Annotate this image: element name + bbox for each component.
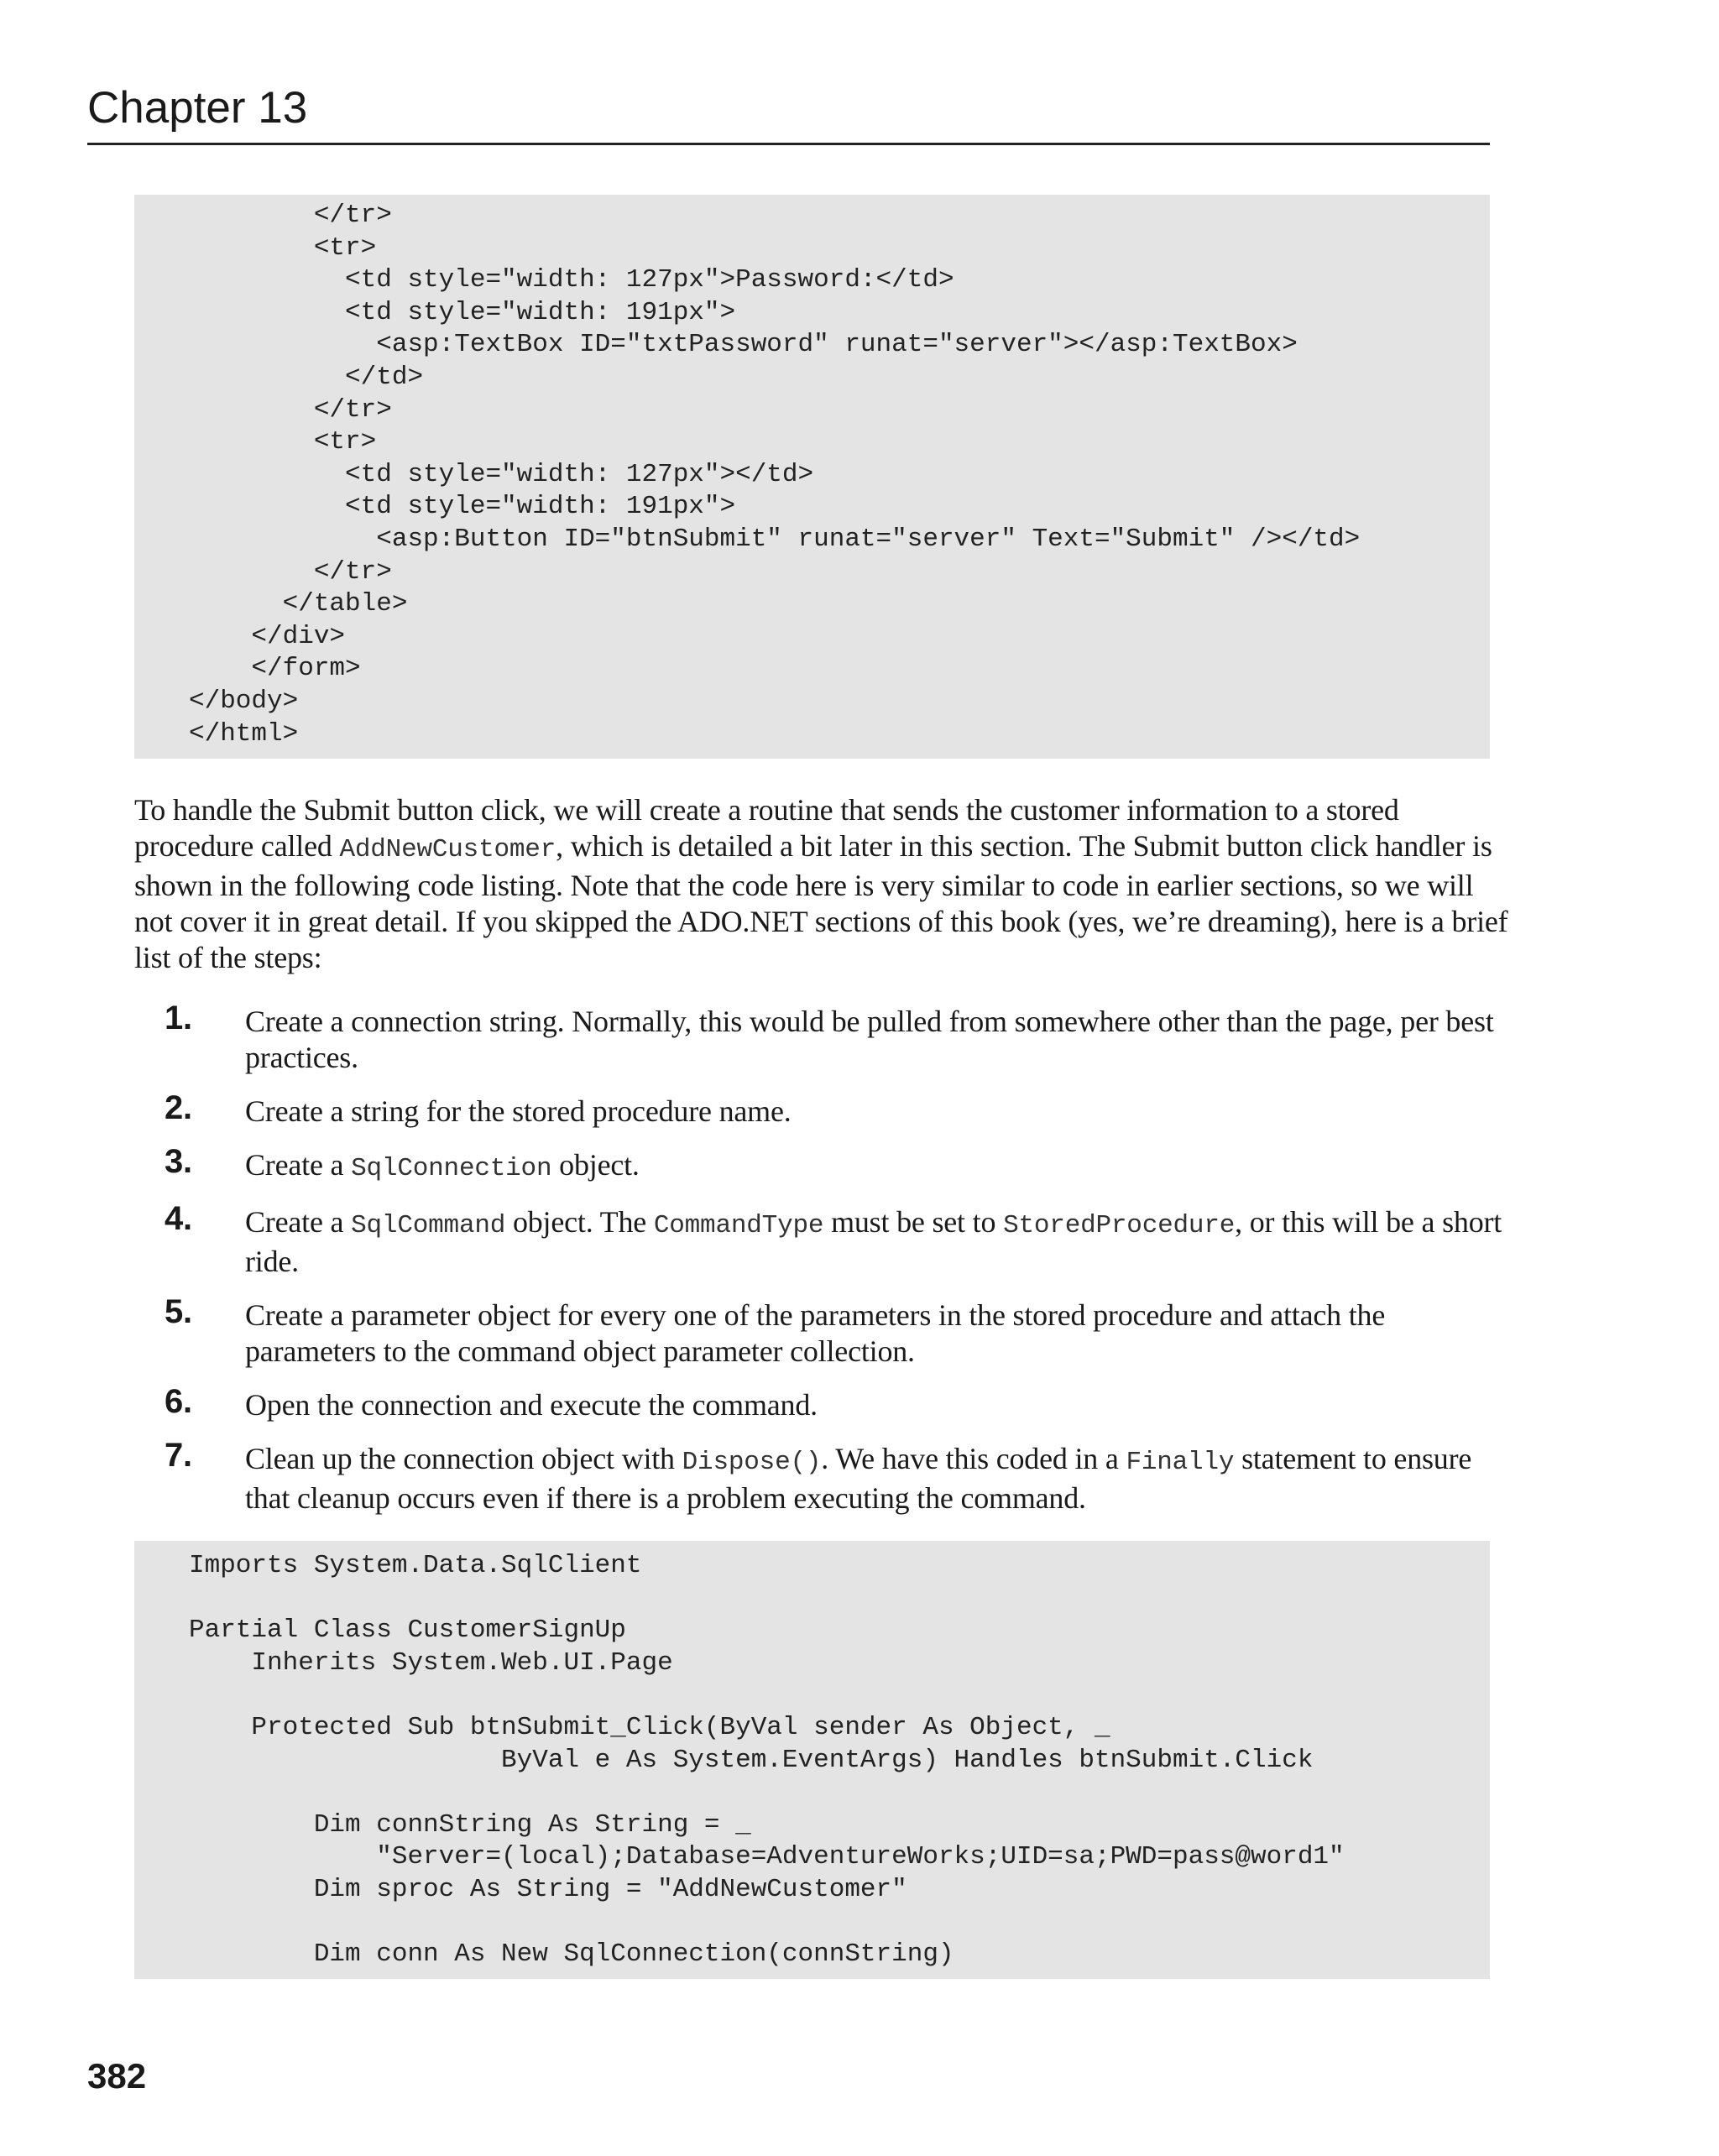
- header-rule: [87, 143, 1490, 145]
- step-number: 4.: [165, 1200, 192, 1237]
- code-text: </tr> <tr> <td style="width: 127px">Password:</td> <td style="width: 191px"> <asp:TextBox ID="txtPassword" runat="server"></asp:TextBox> </td> </tr> <tr> <td style="width: 127px"></td> <td style="width: 191px"> <asp:Button ID="btnSubmit" runat="server" Text="Submit" /></td> </tr> </table> </div> </form> </body> </html>: [189, 201, 1361, 749]
- step-number: 7.: [165, 1437, 192, 1474]
- step-item: [134, 1143, 1511, 1187]
- step-item: [134, 1200, 1511, 1280]
- step-number: 1.: [165, 1000, 192, 1036]
- step-text: Clean up the connection object with Dispose(). We have this coded in a Finally statement to ensure that cleanup occurs even if there is a problem executing the command.: [245, 1442, 1472, 1515]
- step-text: Open the connection and execute the command.: [245, 1388, 818, 1422]
- code-text: Imports System.Data.SqlClient Partial Class CustomerSignUp Inherits System.Web.UI.Page Protected Sub btnSubmit_Click(ByVal sender As Object, _ ByVal e As System.EventArgs) Handles btnSubmit.Click Dim connString As String = _ "Server=(local);Database=AdventureWorks;UID=sa;PWD=pass@word1" Dim sproc As String = "AddNewCustomer" Dim conn As New SqlConnection(connString): [189, 1551, 1345, 1970]
- inline-code: AddNewCustomer: [339, 835, 556, 864]
- step-item: [134, 1089, 1511, 1130]
- step-text: Create a SqlConnection object.: [245, 1148, 640, 1183]
- code-listing-html: [134, 195, 1490, 759]
- step-text: Create a parameter object for every one of the parameters in the stored procedure and attach the parameters to the command object parameter collection.: [245, 1298, 1386, 1368]
- intro-text: To handle the Submit button click, we will create a routine that sends the customer information to a stored procedure called: [134, 793, 1399, 863]
- page-number: 382: [87, 2056, 147, 2096]
- intro-text: , which is detailed a bit later in this section. The Submit button click handler is shown in the following code listing. Note that the code here is very similar to code in earlier sections, so we will not cover it in great detail. If you skipped the ADO.NET sections of this book (yes, we’re dreaming), here is a brief list of the steps:: [134, 829, 1508, 974]
- step-number: 5.: [165, 1293, 192, 1330]
- step-item: [134, 1383, 1511, 1423]
- code-listing-vb: [134, 1541, 1490, 1979]
- step-item: [134, 1000, 1511, 1076]
- step-text: Create a SqlCommand object. The CommandType must be set to StoredProcedure, or this will be a short ride.: [245, 1205, 1502, 1278]
- chapter-heading: Chapter 13: [87, 83, 308, 133]
- step-number: 3.: [165, 1143, 192, 1180]
- steps-list: [134, 1000, 1511, 1517]
- intro-paragraph: [134, 792, 1511, 976]
- step-number: 2.: [165, 1089, 192, 1126]
- step-number: 6.: [165, 1383, 192, 1420]
- step-item: [134, 1437, 1511, 1517]
- step-text: Create a connection string. Normally, this would be pulled from somewhere other than the page, per best practices.: [245, 1005, 1494, 1074]
- step-text: Create a string for the stored procedure name.: [245, 1094, 792, 1128]
- step-item: [134, 1293, 1511, 1370]
